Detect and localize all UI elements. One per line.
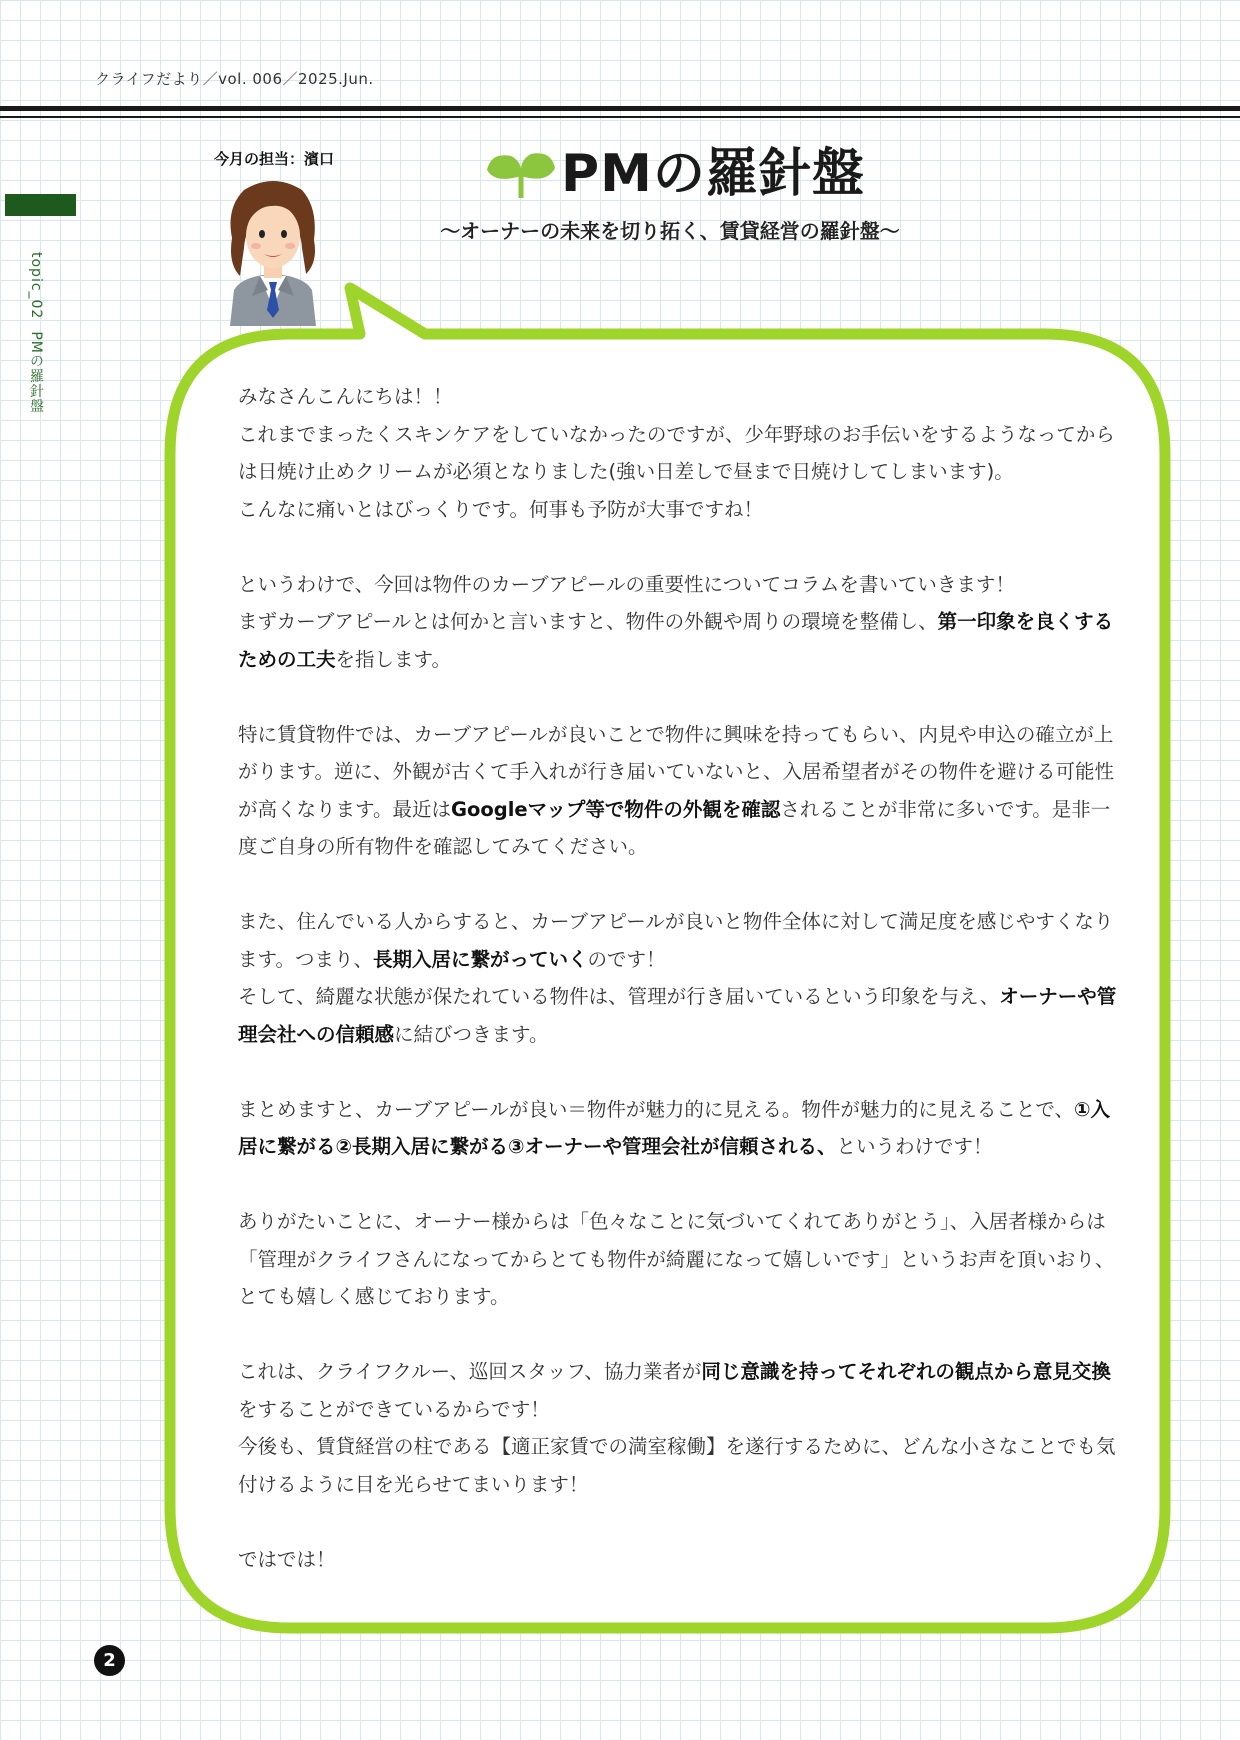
article-text: に結びつきます。 <box>394 1022 549 1046</box>
article-paragraph <box>238 1353 1123 1428</box>
article-text: これは、クライフクルー、巡回スタッフ、協力業者が <box>238 1360 702 1383</box>
article-text: まずカーブアピールとは何かと言いますと、物件の外観や周りの環境を整備し、 <box>238 610 938 633</box>
article-text: を指します。 <box>335 647 451 671</box>
article-emphasis: 第一印象を良くするための工夫 <box>238 610 1114 671</box>
issue-header: クライフだより／vol. 006／2025.Jun. <box>95 70 374 88</box>
article-emphasis: Googleマップ等で物件の外観を確認 <box>450 797 781 821</box>
article-emphasis: ①入居に繋がる②長期入居に繋がる③オーナーや管理会社が信頼される、 <box>238 1097 1110 1158</box>
article-closing: ではでは！ <box>238 1547 336 1571</box>
article-paragraph: というわけで、今回は物件のカーブアピールの重要性についてコラムを書いていきます！ <box>238 572 1015 596</box>
article-paragraph <box>238 1091 1123 1166</box>
page-number: 2 <box>94 1645 125 1676</box>
side-section-name: PMの羅針盤 <box>28 331 44 414</box>
article-text: をすることができているからです！ <box>238 1397 550 1421</box>
article-text: のです！ <box>587 947 666 971</box>
article-emphasis: 長期入居に繋がっていく <box>372 947 588 971</box>
page-subtitle: ～オーナーの未来を切り拓く、賃貸経営の羅針盤～ <box>440 219 900 243</box>
article-paragraph: 今後も、賃貸経営の柱である【適正家賃での満室稼働】を遂行するために、どんな小さなことでも気付けるように目を光らせてまいります！ <box>238 1435 1116 1496</box>
article-emphasis: オーナーや管理会社への信頼感 <box>238 985 1117 1046</box>
article-paragraph <box>238 603 1123 678</box>
presenter-label: 今月の担当：濱口 <box>214 150 335 168</box>
page-title: PMの羅針盤 <box>561 144 865 204</box>
article-emphasis: 同じ意識を持ってそれぞれの観点から意見交換 <box>701 1360 1111 1383</box>
article-text: まとめますと、カーブアピールが良い＝物件が魅力的に見える。物件が魅力的に見えることで、 <box>238 1097 1074 1121</box>
article-paragraph: ありがたいことに、オーナー様からは「色々なことに気づいてくれてありがとう」、入居者様からは「管理がクライフさんになってからとても物件が綺麗になって嬉しいです」というお声を頂いおり、とても嬉しく感じております。 <box>238 1210 1115 1308</box>
side-topic-label: topic_02 <box>28 252 44 320</box>
article-paragraph <box>238 716 1123 866</box>
article-greeting: みなさんこんにちは！！ <box>238 385 453 408</box>
article-paragraph: これまでまったくスキンケアをしていなかったのですが、少年野球のお手伝いをするようなってからは日焼け止めクリームが必須となりました(強い日差しで昼まで日焼けしてしまいます)。 <box>238 422 1115 483</box>
article-paragraph <box>238 978 1123 1053</box>
article-body <box>238 378 1123 1578</box>
article-paragraph <box>238 903 1123 978</box>
article-text: されることが非常に多いです。是非一度ご自身の所有物件を確認してみてください。 <box>238 797 1111 858</box>
article-text: また、住んでいる人からすると、カーブアピールが良いと物件全体に対して満足度を感じやすくなります。つまり、 <box>238 910 1114 971</box>
article-text: というわけです！ <box>836 1135 993 1158</box>
article-text: そして、綺麗な状態が保たれている物件は、管理が行き届いているという印象を与え、 <box>238 985 1000 1008</box>
article-paragraph: こんなに痛いとはびっくりです。何事も予防が大事ですね！ <box>238 497 763 521</box>
article-text: 特に賃貸物件では、カーブアピールが良いことで物件に興味を持ってもらい、内見や申込の確立が上がります。逆に、外観が古くて手入れが行き届いていないと、入居希望者がその物件を避ける可能性が高くなります。最近は <box>238 722 1114 821</box>
